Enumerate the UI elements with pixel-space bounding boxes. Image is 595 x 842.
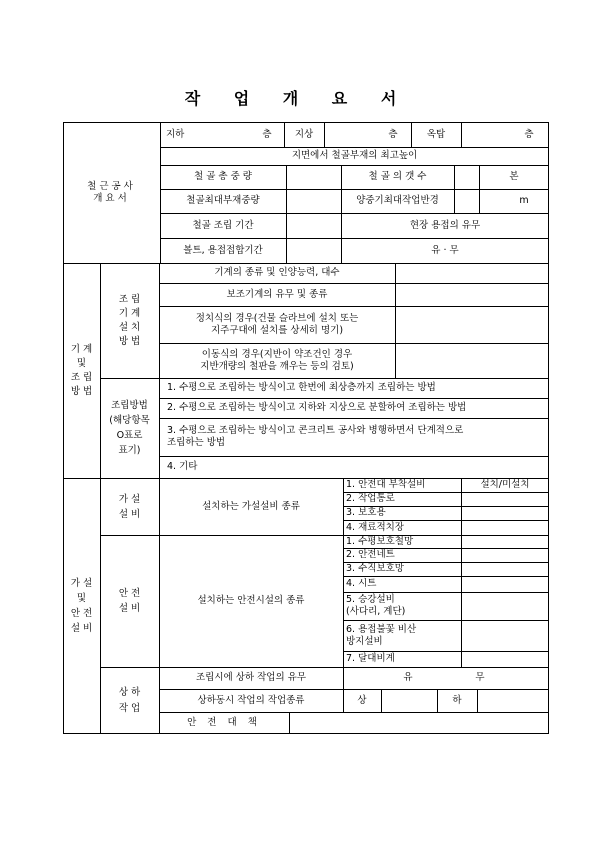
mobile-type-label: 이동식의 경우(지반이 약조건인 경우 지반개량의 철판을 깨우는 등의 검토) (200, 348, 354, 372)
document-title: 작 업 개 요 서 (184, 89, 411, 108)
temp-item-3-status[interactable] (461, 506, 549, 520)
assembly-method-label: 조립방법 (해당항목 O표로 표기) (109, 400, 150, 456)
safety-item-5: 5. 승강설비 (사다리, 계단) (346, 594, 406, 617)
lower-input[interactable] (477, 689, 549, 712)
fixed-type-input[interactable] (395, 306, 549, 343)
welding-yes-no[interactable]: 유 · 무 (431, 244, 459, 256)
method-option-1[interactable]: 1. 수평으로 조립하는 방식이고 한번에 최상층까지 조립하는 방법 (167, 382, 436, 393)
machine-type-input[interactable] (395, 263, 549, 283)
total-weight-input[interactable] (286, 165, 341, 189)
safety-item-2-status[interactable] (461, 548, 549, 562)
piece-count-label: 철 골 의 갯 수 (368, 171, 427, 182)
temp-item-3: 3. 보호용 (346, 507, 386, 518)
ground-label: 지상 (294, 128, 314, 140)
safety-facility-label: 안 전 설 비 (118, 588, 141, 614)
ground-input[interactable] (324, 122, 379, 147)
floor-unit: 층 (262, 128, 272, 140)
temp-item-4-status[interactable] (461, 520, 549, 535)
method-option-2[interactable]: 2. 수평으로 조립하는 방식이고 지하와 지상으로 분할하여 조립하는 방법 (167, 402, 467, 413)
safety-item-1-status[interactable] (461, 535, 549, 548)
bolt-weld-period-label: 볼트, 용접접합기간 (183, 244, 263, 256)
updown-work-label: 상 하 작 업 (118, 686, 141, 714)
max-height-label: 지면에서 철골부재의 최고높이 (291, 150, 418, 161)
safety-measures-label: 안 전 대 책 (187, 717, 261, 728)
upper-input[interactable] (381, 689, 437, 712)
temp-item-1: 1. 안전대 부착설비 (346, 479, 426, 490)
safety-item-6: 6. 용접불꽃 비산 방지설비 (346, 623, 417, 647)
piece-count-input[interactable] (454, 165, 479, 189)
rooftop-label: 옥탑 (426, 128, 446, 140)
site-welding-label: 현장 용접의 유무 (409, 219, 481, 231)
safety-item-2: 2. 안전네트 (346, 549, 395, 560)
max-member-weight-input[interactable] (286, 189, 341, 213)
basement-label: 지하 (166, 128, 185, 140)
section1-label: 철근공사 개요서 (87, 180, 136, 204)
radius-unit: m (519, 195, 529, 206)
section3-label: 가 설 및 안 전 설 비 (70, 578, 93, 634)
machine-install-label: 조 립 기 계 설 치 방 법 (118, 293, 141, 347)
temp-item-2-status[interactable] (461, 492, 549, 506)
method-option-4[interactable]: 4. 기타 (167, 461, 198, 472)
total-weight-label: 철 골 총 중 량 (194, 171, 252, 182)
max-member-weight-label: 철골최대부재중량 (186, 195, 260, 206)
rooftop-input[interactable] (461, 122, 516, 147)
temp-facility-label: 가 설 설 비 (118, 493, 141, 520)
safety-item-6-status[interactable] (461, 620, 549, 651)
basement-input[interactable] (200, 122, 250, 147)
aux-machine-input[interactable] (395, 283, 549, 306)
fixed-type-label: 정치식의 경우(건물 슬라브에 설치 또는 지주구대에 설치를 상세히 명기) (195, 312, 359, 336)
radius-input[interactable] (454, 189, 479, 213)
assembly-period-input[interactable] (286, 213, 341, 238)
bolt-weld-period-input[interactable] (286, 238, 341, 263)
aux-machine-label: 보조기계의 유무 및 종류 (226, 288, 328, 300)
safety-item-3: 3. 수직보호망 (346, 563, 404, 574)
status-header: 설치/미설치 (480, 479, 530, 490)
temp-item-2: 2. 작업통로 (346, 493, 395, 504)
safety-item-4: 4. 시트 (346, 578, 377, 589)
safety-item-7-status[interactable] (461, 651, 549, 667)
temp-item-4: 4. 재료적치장 (346, 521, 404, 533)
method-option-3[interactable]: 3. 수평으로 조립하는 방식이고 콘크리트 공사와 병행하면서 단계적으로 조립하는 방법 (167, 425, 464, 448)
assembly-period-label: 철골 조립 기간 (192, 219, 254, 231)
updown-no[interactable]: 무 (475, 672, 485, 683)
machine-type-label: 기계의 종류 및 인양능력, 대수 (214, 267, 340, 278)
safety-item-3-status[interactable] (461, 562, 549, 576)
safety-item-5-status[interactable] (461, 592, 549, 620)
upper-label: 상 (357, 694, 367, 706)
floor-unit: 층 (524, 128, 534, 140)
piece-unit: 본 (509, 171, 519, 182)
section2-label: 기 계 및 조 립 방 법 (70, 343, 93, 397)
safety-facility-desc: 설치하는 안전시설의 종류 (197, 595, 305, 606)
temp-facility-desc: 설치하는 가설설비 종류 (202, 500, 300, 512)
updown-exists-label: 조립시에 상하 작업의 유무 (195, 672, 306, 683)
safety-item-1: 1. 수평보호철망 (346, 535, 414, 547)
safety-item-4-status[interactable] (461, 576, 549, 592)
updown-type-label: 상하동시 작업의 작업종류 (197, 694, 305, 706)
lower-label: 하 (452, 694, 462, 706)
mobile-type-input[interactable] (395, 343, 549, 378)
floor-unit: 층 (388, 128, 398, 140)
safety-measures-input[interactable] (289, 712, 549, 734)
crane-radius-label: 양중기최대작업반경 (356, 195, 439, 206)
safety-item-7: 7. 달대비계 (346, 653, 395, 664)
updown-yes[interactable]: 유 (403, 672, 413, 683)
